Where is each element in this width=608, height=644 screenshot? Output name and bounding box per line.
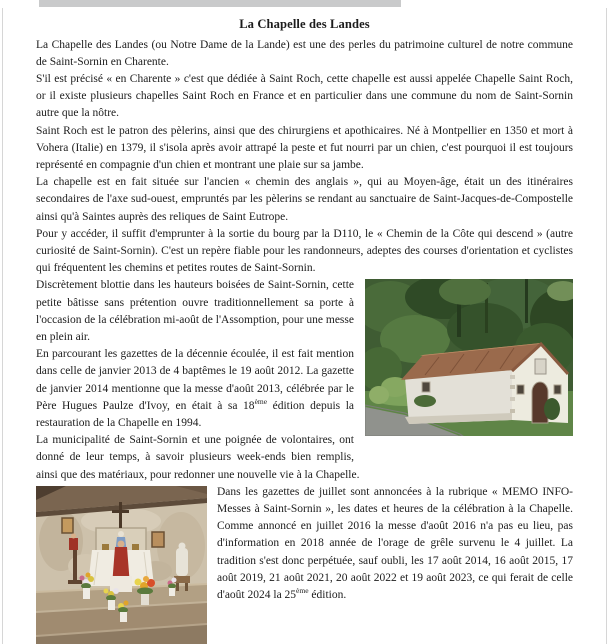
- chapel-altar-photo: [36, 486, 207, 644]
- document-title: La Chapelle des Landes: [239, 17, 370, 31]
- paragraph-assomption-text: Discrètement blottie dans les hauteurs boisées de Saint-Sornin, cette petite bâtisse sans prétention ouvre traditionnellement sa porte à l'occasion de la célébration mi-août de l'Assomption, pour une messe en plein air.: [36, 279, 354, 343]
- paragraph-memo-info: [36, 484, 573, 604]
- paragraph-gazettes-suite: édition depuis la restauration de la Chapelle en 1994.: [36, 399, 355, 429]
- paragraph-intro: La Chapelle des Landes (ou Notre Dame de la Lande) est une des perles du patrimoine culturel de notre commune de Saint-Sornin en Charente.: [36, 38, 573, 68]
- paragraph-charente: S'il est précisé « en Charente » c'est que dédiée à Saint Roch, cette chapelle est aussi appelée Chapelle Saint Roch, or il existe plusieurs chapelles Saint Roch en France et en particulier dans une commune du nom de Saint-Sornin autre que la nôtre.: [36, 72, 573, 120]
- chapel-exterior-illustration: [365, 279, 573, 436]
- paragraph-memo-info-suite: édition.: [308, 589, 347, 601]
- paragraph-acces: Pour y accéder, il suffit d'emprunter à la sortie du bourg par la D110, le « Chemin de la Côte qui descend » (autre curiosité de Saint-Sornin). C'est un repère fiable pour les randonneurs, adeptes des courses d'orientation et cyclistes qui fréquentent les chemins et petites routes de Saint-Sornin.: [36, 227, 573, 275]
- page-left-edge: [2, 8, 3, 644]
- chapel-exterior-photo: [365, 279, 573, 436]
- paragraph-saint-roch: Saint Roch est le patron des pèlerins, ainsi que des chirurgiens et apothicaires. Né à Montpellier en 1350 et mort à Vohera (Italie) en 1379, il s'isola après avoir attrapé la peste et fut nourri par un chien, c'est pourquoi il est toujours représenté en compagnie d'un chien et montrant une plaie sur sa jambe.: [36, 124, 573, 171]
- paragraph-gazettes-text: En parcourant les gazettes de la décennie écoulée, il est fait mention dans celle de janvier 2013 de 4 baptêmes le 19 août 2012. La gazette de janvier 2014 mentionne que la messe d'août 2013, célébrée par le Père Hugues Paulze d'Ivoy, en était à sa 18: [36, 348, 354, 412]
- paragraph-chemin-anglais: La chapelle est en fait située sur l'ancien « chemin des anglais », qui au Moyen-âge, était un des itinéraires secondaires de l'axe sud-ouest, empruntés par les pèlerins se rendant au sanctuaire de Saint-Jacques-de-Compostelle ainsi qu'à Saintes auprès des reliques de Saint Eutrope.: [36, 176, 573, 223]
- page-right-edge: [606, 8, 607, 644]
- superscript-eme: ème: [254, 396, 268, 406]
- paragraph-memo-info-text: Dans les gazettes de juillet sont annoncées à la rubrique « MEMO INFO-Messes à Saint-Sornin », les dates et heures de la célébration à la Chapelle. Comme annoncé en juillet 2016 la messe d'août 2016 n'a pas eu lieu, pas d'information en 2018 année de l'orage de grêle survenu le 4 juillet. La tradition s'est donc perpétuée, sauf oubli, les 17 août 2014, 16 août 2015, 17 août 2019, 21 août 2021, 20 août 2022 et 19 août 2023, ce qui ferait de celle d'août 2024 la 25: [217, 485, 573, 601]
- paragraph-municipalite: La municipalité de Saint-Sornin et une poignée de volontaires, ont donné de leur temps, à savoir plusieurs week-ends bien remplis, ainsi que des matériaux, pour redonner une nouvelle vie à la Chapelle.: [36, 434, 360, 481]
- paragraph-assomption: [36, 277, 573, 346]
- window-top-bar: [39, 0, 401, 7]
- chapel-altar-illustration: [36, 486, 207, 644]
- document-body: [36, 16, 573, 644]
- superscript-eme: ème: [296, 586, 309, 596]
